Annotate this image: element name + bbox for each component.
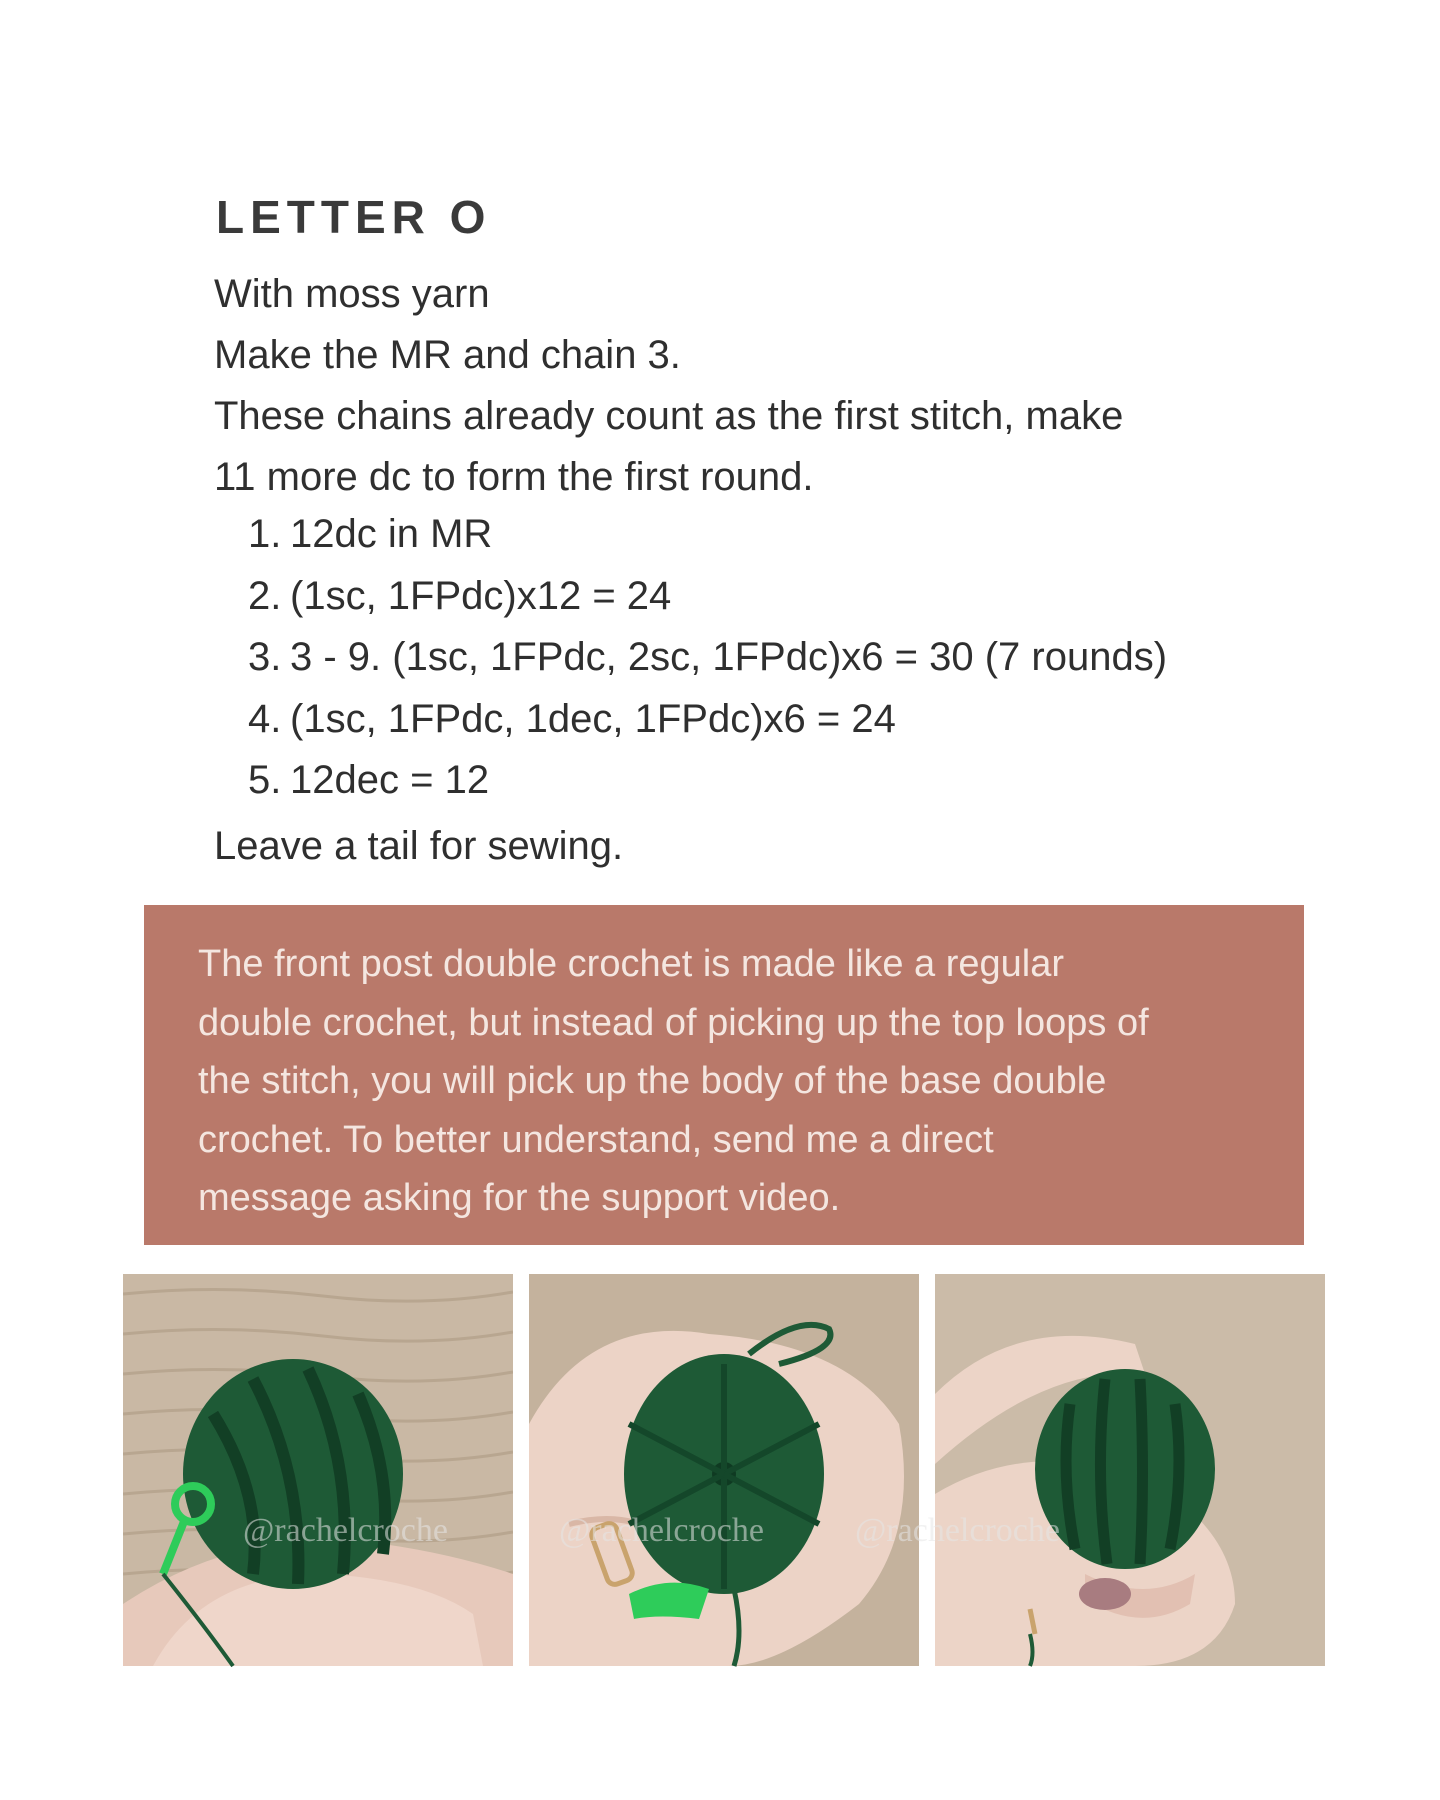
round-text: 3 - 9. (1sc, 1FPdc, 2sc, 1FPdc)x6 = 30 (7 rounds) <box>290 635 1168 679</box>
rounds-list <box>248 512 1167 820</box>
intro-line-chains: These chains already count as the first stitch, make <box>214 394 1124 438</box>
photo-watermark: @rachelcroche <box>559 1512 764 1549</box>
photo-watermark: @rachelcroche <box>855 1512 1060 1549</box>
round-item <box>248 512 1167 574</box>
photo-watermark: @rachelcroche <box>243 1512 448 1549</box>
round-item <box>248 697 1167 759</box>
note-line: the stitch, you will pick up the body of the base double <box>198 1060 1107 1102</box>
photo-dome-held-image <box>935 1274 1325 1666</box>
closing-line: Leave a tail for sewing. <box>214 824 624 868</box>
round-item <box>248 635 1167 697</box>
round-item <box>248 758 1167 820</box>
round-text: (1sc, 1FPdc)x12 = 24 <box>290 573 672 618</box>
photo-circle-palm <box>529 1274 919 1666</box>
round-number: 4. <box>248 696 282 741</box>
photo-strip <box>123 1274 1325 1666</box>
round-item <box>248 574 1167 636</box>
round-text: 12dec = 12 <box>290 758 490 802</box>
photo-dome-held <box>855 1274 1325 1666</box>
photo-circle-palm-image <box>529 1274 919 1666</box>
round-number: 2. <box>248 573 282 618</box>
intro-line-mr: Make the MR and chain 3. <box>214 333 681 377</box>
note-line: crochet. To better understand, send me a direct <box>198 1118 994 1161</box>
note-line: double crochet, but instead of picking up the top loops of <box>198 1001 1149 1044</box>
letter-heading: LETTER O <box>216 191 492 243</box>
note-line: message asking for the support video. <box>198 1177 841 1219</box>
intro-line-dc: 11 more dc to form the first round. <box>214 455 814 499</box>
photo-dome-side-image <box>123 1274 513 1666</box>
photo-dome-side <box>123 1274 513 1666</box>
round-text: (1sc, 1FPdc, 1dec, 1FPdc)x6 = 24 <box>290 696 896 741</box>
intro-line-yarn: With moss yarn <box>214 272 490 316</box>
round-number: 1. <box>248 512 282 556</box>
round-number: 3. <box>248 635 282 679</box>
round-text: 12dc in MR <box>290 512 493 556</box>
round-number: 5. <box>248 758 282 802</box>
fpdc-note-box <box>144 905 1304 1245</box>
note-line: The front post double crochet is made like a regular <box>198 943 1065 985</box>
